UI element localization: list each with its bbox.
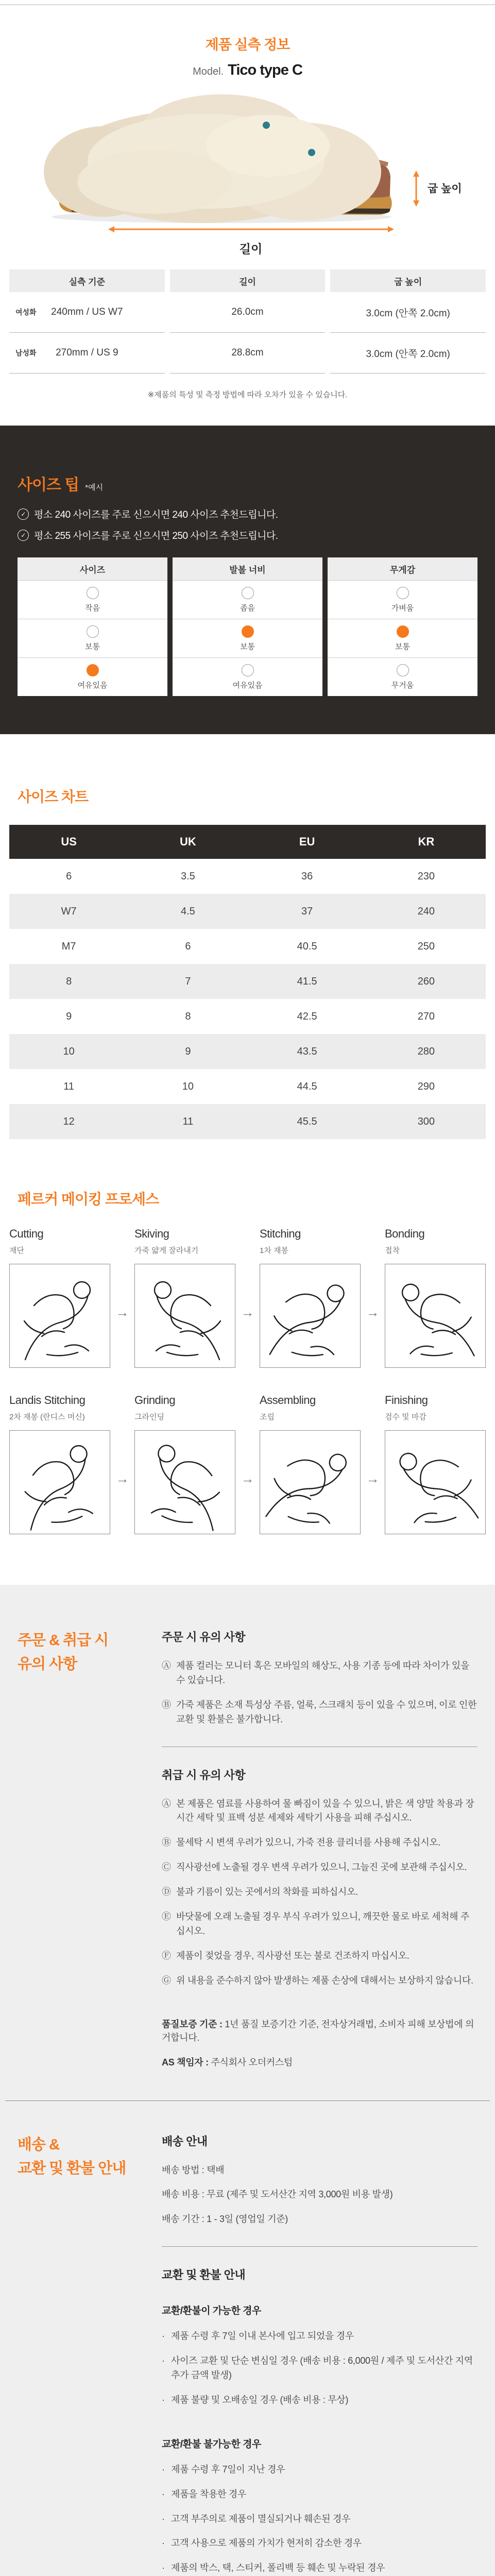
radio-unselected[interactable] (87, 625, 99, 638)
cell: 8 (185, 1010, 191, 1022)
cell: 11 (63, 1080, 74, 1092)
option-label: 무거움 (391, 681, 414, 690)
model-line (0, 62, 495, 79)
measurement-col-heel (330, 269, 486, 374)
skiving-illustration (134, 1264, 235, 1368)
bullet-icon: · (162, 2538, 165, 2549)
table-row (9, 1034, 486, 1069)
notice-text: 제품 컬러는 모니터 혹은 모바일의 해상도, 사용 기종 등에 따라 차이가 있을 수 있습니다. (176, 1660, 470, 1685)
delivery-title: 배송 안내 (162, 2134, 208, 2148)
notice-text: 제품 불량 및 오배송일 경우 (배송 비용 : 무상) (171, 2394, 349, 2405)
notice-text: 배송 방법 : 택배 (162, 2164, 225, 2175)
bullet-icon: · (162, 2394, 165, 2405)
cell: 10 (182, 1080, 194, 1092)
arrow-right-icon: → (241, 1304, 254, 1320)
divider (162, 2246, 477, 2247)
table-row (9, 859, 486, 894)
cell: 42.5 (297, 1010, 317, 1022)
heel-height-label: 굽 높이 (428, 183, 462, 195)
option-label: 여유있음 (77, 681, 108, 690)
as-line (162, 2055, 477, 2069)
size-chart-table (9, 825, 486, 1139)
step-subtitle: 재단 (9, 1246, 24, 1255)
section-size-chart (0, 734, 495, 1139)
notice-text: 직사광선에 노출될 경우 변색 우려가 있으니, 그늘진 곳에 보관해 주십시오. (176, 1862, 467, 1873)
order-notice-title: 주문 시 유의 사항 (162, 1631, 246, 1643)
cell: 45.5 (248, 1104, 367, 1139)
exchange-possible-title: 교환/환불이 가능한 경우 (162, 2306, 261, 2317)
cell: 270 (417, 1010, 435, 1022)
check-circle-icon: ✓ (18, 509, 29, 520)
circled-letter: Ⓐ (162, 1798, 171, 1809)
circled-letter: Ⓑ (162, 1699, 171, 1710)
process-step-finishing (385, 1394, 486, 1534)
section-making-process (0, 1139, 495, 1534)
cell: 36 (301, 870, 313, 882)
notice-heading-line1: 주문 & 취급 시 (18, 1632, 109, 1649)
radio-selected[interactable] (242, 625, 254, 638)
notice-text: 고객 부주의로 제품이 멸실되거나 훼손된 경우 (171, 2513, 351, 2524)
size-tip-line (18, 507, 477, 521)
size-tip-line (18, 528, 477, 542)
notice-text: 가죽 제품은 소재 특성상 주름, 얼룩, 스크래치 등이 있을 수 있으며, 이로 인한 교환 및 환불은 불가합니다. (176, 1699, 477, 1724)
option-row (18, 580, 167, 619)
cell: 40.5 (297, 940, 317, 952)
circled-letter: Ⓓ (162, 1887, 171, 1897)
cell: 10 (9, 1034, 128, 1069)
notice-text: 바닷물에 오래 노출될 경우 부식 우려가 있으니, 깨끗한 물로 바로 세척해 주십시오. (176, 1911, 470, 1936)
section-title-measurement: 제품 실측 정보 (205, 37, 290, 53)
cell: 12 (9, 1104, 128, 1139)
bullet-icon: · (162, 2488, 165, 2499)
as-text: 주식회사 오더커스텀 (211, 2057, 293, 2067)
option-row (328, 657, 477, 696)
shipping-heading (18, 2133, 162, 2576)
cell: 44.5 (297, 1080, 317, 1092)
size-tip-text: 평소 255 사이즈를 주로 신으시면 250 사이즈 추천드립니다. (34, 531, 278, 541)
circled-letter: Ⓕ (162, 1950, 171, 1961)
bullet-icon: · (162, 2331, 165, 2342)
arrow-right-icon: → (115, 1304, 129, 1320)
cell: 8 (9, 964, 128, 999)
tip-card-header: 발볼 너비 (173, 557, 322, 580)
option-row (328, 619, 477, 657)
size-tip-title: 사이즈 팁 (18, 477, 79, 494)
arrow-right-icon: → (366, 1471, 380, 1486)
cell: 250 (417, 940, 435, 952)
check-circle-icon: ✓ (18, 530, 29, 541)
section-notices (0, 1585, 495, 2576)
table-row (9, 894, 486, 929)
size-tip-text: 평소 240 사이즈를 주로 신으시면 240 사이즈 추천드립니다. (34, 510, 278, 520)
circled-letter: Ⓑ (162, 1837, 171, 1848)
step-subtitle: 접착 (385, 1246, 400, 1255)
table-row (170, 292, 326, 333)
arrow-right-icon: → (366, 1304, 380, 1320)
tip-card-width (173, 557, 322, 696)
size-chart-title: 사이즈 차트 (18, 789, 89, 805)
table-row (9, 1104, 486, 1139)
section-measurement (0, 5, 495, 400)
cell: 43.5 (248, 1034, 367, 1069)
circled-letter: Ⓖ (162, 1975, 171, 1986)
option-row (173, 619, 322, 657)
order-care-block (18, 1629, 477, 2069)
step-subtitle: 1차 재봉 (260, 1246, 288, 1255)
option-label: 가벼움 (391, 603, 414, 613)
cell: 260 (367, 964, 486, 999)
notice-text: 제품 수령 후 7일 이내 본사에 입고 되었을 경우 (171, 2331, 354, 2342)
cell: 290 (417, 1080, 435, 1092)
process-step-assembling (260, 1394, 361, 1534)
option-row (18, 619, 167, 657)
radio-unselected[interactable] (397, 587, 409, 599)
list-item (162, 2354, 477, 2383)
col-header: EU (248, 825, 367, 859)
step-subtitle: 검수 및 마감 (385, 1413, 426, 1421)
cell: 11 (128, 1104, 247, 1139)
list-item (162, 2512, 477, 2527)
list-item (162, 2393, 477, 2408)
option-label: 보통 (240, 642, 255, 651)
shipping-block (18, 2133, 477, 2576)
finishing-illustration (385, 1430, 486, 1534)
notice-item (162, 1949, 477, 1963)
option-label: 작음 (85, 603, 100, 613)
assembling-illustration (260, 1430, 361, 1534)
tip-card-header: 무게감 (328, 557, 477, 580)
notice-text: 제품을 착용한 경우 (171, 2488, 247, 2499)
notice-item (162, 1797, 477, 1826)
warranty-line (162, 2017, 477, 2044)
step-subtitle: 그라인딩 (134, 1413, 164, 1421)
delivery-item (162, 2212, 477, 2227)
circled-letter: Ⓐ (162, 1660, 171, 1671)
list-item (162, 2463, 477, 2477)
measurement-col-length (170, 269, 326, 374)
process-step-grinding (134, 1394, 235, 1534)
notice-text: 불과 기름이 있는 곳에서의 착화를 피하십시오. (176, 1887, 358, 1897)
notice-text: 제품 수령 후 7일이 지난 경우 (171, 2464, 285, 2475)
row-type: 남성화 (15, 349, 37, 357)
model-label: Model. (193, 66, 224, 77)
exchange-title: 교환 및 환불 안내 (162, 2268, 246, 2282)
cell-value: 270mm / US 9 (56, 347, 118, 358)
bullet-icon: · (162, 2355, 165, 2366)
stud-dot (308, 149, 315, 156)
shipping-heading-line2: 교환 및 환불 안내 (18, 2160, 126, 2177)
notice-item (162, 1836, 477, 1850)
cell: 9 (128, 1034, 247, 1069)
col-header: 굽 높이 (330, 269, 486, 292)
size-chart-header-row (9, 825, 486, 859)
table-row (9, 929, 486, 964)
step-subtitle: 조립 (260, 1413, 275, 1421)
notice-item (162, 1698, 477, 1727)
process-title: 페르커 메이킹 프로세스 (18, 1191, 159, 1207)
cell-value: 3.0cm (안쪽 2.0cm) (366, 308, 450, 319)
cell: 41.5 (248, 964, 367, 999)
option-label: 보통 (395, 642, 410, 651)
option-label: 보통 (85, 642, 100, 651)
radio-selected[interactable] (87, 664, 99, 676)
tip-card-size (18, 557, 167, 696)
measurement-note: ※제품의 특성 및 측정 방법에 따라 오차가 있을 수 있습니다. (147, 391, 348, 399)
measurement-table (9, 269, 486, 374)
arrow-right-icon: → (115, 1471, 129, 1486)
process-step-landis-stitching (9, 1394, 110, 1534)
step-title: Finishing (385, 1394, 428, 1406)
cell: 230 (417, 870, 435, 882)
cell: 7 (128, 964, 247, 999)
notice-text: 물세탁 시 변색 우려가 있으니, 가죽 전용 클리너를 사용해 주십시오. (176, 1837, 441, 1848)
table-row (9, 333, 165, 374)
col-header: US (9, 825, 128, 859)
option-row (173, 580, 322, 619)
step-title: Assembling (260, 1394, 316, 1406)
step-title: Bonding (385, 1227, 425, 1240)
table-row (9, 1069, 486, 1104)
arrow-right-icon: → (241, 1471, 254, 1486)
delivery-item (162, 2163, 477, 2178)
notice-text: 제품이 젖었을 경우, 직사광선 또는 불로 건조하지 마십시오. (176, 1950, 409, 1961)
process-step-skiving (134, 1227, 235, 1368)
notice-item (162, 1910, 477, 1939)
product-photo-slipper (0, 89, 495, 262)
table-row (330, 292, 486, 333)
heel-height-arrow (413, 171, 419, 207)
shipping-heading-line1: 배송 & (18, 2136, 60, 2153)
length-label: 길이 (239, 242, 263, 256)
tip-card-header: 사이즈 (18, 557, 167, 580)
circled-letter: Ⓒ (162, 1862, 171, 1873)
list-item (162, 2536, 477, 2551)
bullet-icon: · (162, 2563, 165, 2573)
cell-value: 26.0cm (231, 307, 264, 317)
cell: 37 (248, 894, 367, 929)
cell: M7 (61, 940, 76, 952)
cell: W7 (9, 894, 128, 929)
table-row (330, 333, 486, 374)
row-type: 여성화 (15, 308, 37, 316)
stitching-illustration (260, 1264, 361, 1368)
bullet-icon: · (162, 2513, 165, 2524)
cell: 3.5 (180, 870, 195, 882)
notice-text: 배송 비용 : 무료 (제주 및 도서산간 지역 3,000원 비용 발생) (162, 2189, 393, 2200)
exchange-impossible-title: 교환/환불 불가능한 경우 (162, 2438, 261, 2450)
list-item (162, 2561, 477, 2575)
warranty-text: 1년 품질 보증기간 기준, 전자상거래법, 소비자 피해 보상법에 의거합니다. (162, 2019, 474, 2043)
notice-heading-line2: 유의 사항 (18, 1656, 77, 1673)
care-notice-title: 취급 시 유의 사항 (162, 1768, 246, 1782)
col-header: 실측 기준 (9, 269, 165, 292)
measurement-col-basis (9, 269, 165, 374)
notice-item (162, 1974, 477, 1988)
length-arrow (108, 226, 394, 232)
notice-item (162, 1860, 477, 1875)
stud-dot (263, 122, 270, 129)
cell-value: 3.0cm (안쪽 2.0cm) (366, 348, 450, 360)
step-subtitle: 가죽 얇게 잘라내기 (134, 1246, 199, 1255)
notice-text: 고객 사용으로 제품의 가치가 현저히 감소한 경우 (171, 2538, 362, 2549)
process-step-bonding (385, 1227, 486, 1368)
notice-item (162, 1885, 477, 1900)
cell-value: 240mm / US W7 (51, 307, 123, 317)
list-item (162, 2329, 477, 2344)
step-title: Cutting (9, 1227, 44, 1240)
step-subtitle: 2차 재봉 (란디스 머신) (9, 1413, 85, 1421)
circled-letter: Ⓔ (162, 1911, 171, 1922)
bonding-illustration (385, 1264, 486, 1368)
col-header: 길이 (170, 269, 326, 292)
product-figure (0, 89, 495, 264)
size-tip-note: *예시 (85, 483, 104, 492)
option-label: 좁음 (240, 603, 255, 613)
col-header: UK (128, 825, 247, 859)
cell: 9 (66, 1010, 72, 1022)
radio-unselected[interactable] (397, 664, 409, 676)
grinding-illustration (134, 1430, 235, 1534)
step-title: Stitching (260, 1227, 301, 1240)
cell: 4.5 (128, 894, 247, 929)
section-size-tip (0, 426, 495, 734)
cutting-illustration (9, 1264, 110, 1368)
step-title: Grinding (134, 1394, 176, 1406)
table-row (9, 292, 165, 333)
notice-text: 위 내용을 준수하지 않아 발생하는 제품 손상에 대해서는 보상하지 않습니다. (176, 1975, 473, 1986)
bullet-icon: · (162, 2464, 165, 2475)
list-item (162, 2487, 477, 2502)
cell: 240 (367, 894, 486, 929)
option-row (328, 580, 477, 619)
notice-item (162, 1659, 477, 1688)
table-row (9, 999, 486, 1034)
radio-unselected[interactable] (242, 664, 254, 676)
option-row (173, 657, 322, 696)
landis-stitching-illustration (9, 1430, 110, 1534)
tip-card-weight (328, 557, 477, 696)
notice-text: 본 제품은 염료를 사용하여 물 빠짐이 있을 수 있으니, 밝은 색 양말 착용과 장시간 세탁 및 표백 성분 세제와 세탁기 사용을 피해 주십시오. (176, 1798, 474, 1823)
cell-value: 28.8cm (231, 347, 264, 358)
notice-text: 사이즈 교환 및 단순 변심일 경우 (배송 비용 : 6,000원 / 제주 및 도서산간 지역 추가 금액 발생) (171, 2355, 473, 2381)
warranty-label: 품질보증 기준 : (162, 2019, 223, 2029)
radio-unselected[interactable] (87, 587, 99, 599)
model-name: Tico type C (228, 62, 302, 78)
col-header: KR (367, 825, 486, 859)
radio-selected[interactable] (397, 625, 409, 638)
delivery-item (162, 2188, 477, 2202)
cell: 6 (185, 940, 191, 952)
step-title: Skiving (134, 1227, 169, 1240)
notice-text: 배송 기간 : 1 - 3일 (영업일 기준) (162, 2214, 288, 2225)
cell: 6 (66, 870, 72, 882)
process-row-1 (9, 1227, 486, 1368)
process-row-2 (9, 1394, 486, 1534)
radio-unselected[interactable] (242, 587, 254, 599)
step-title: Landis Stitching (9, 1394, 86, 1406)
cell: 300 (367, 1104, 486, 1139)
process-step-stitching (260, 1227, 361, 1368)
table-row (170, 333, 326, 374)
process-step-cutting (9, 1227, 110, 1368)
cell: 280 (367, 1034, 486, 1069)
table-row (9, 964, 486, 999)
notice-heading (18, 1629, 162, 2069)
section-divider (5, 2100, 490, 2101)
as-label: AS 책임자 : (162, 2057, 209, 2067)
option-label: 여유있음 (232, 681, 263, 690)
option-row (18, 657, 167, 696)
notice-text: 제품의 박스, 택, 스티커, 폴리백 등 훼손 및 누락된 경우 (171, 2563, 385, 2573)
